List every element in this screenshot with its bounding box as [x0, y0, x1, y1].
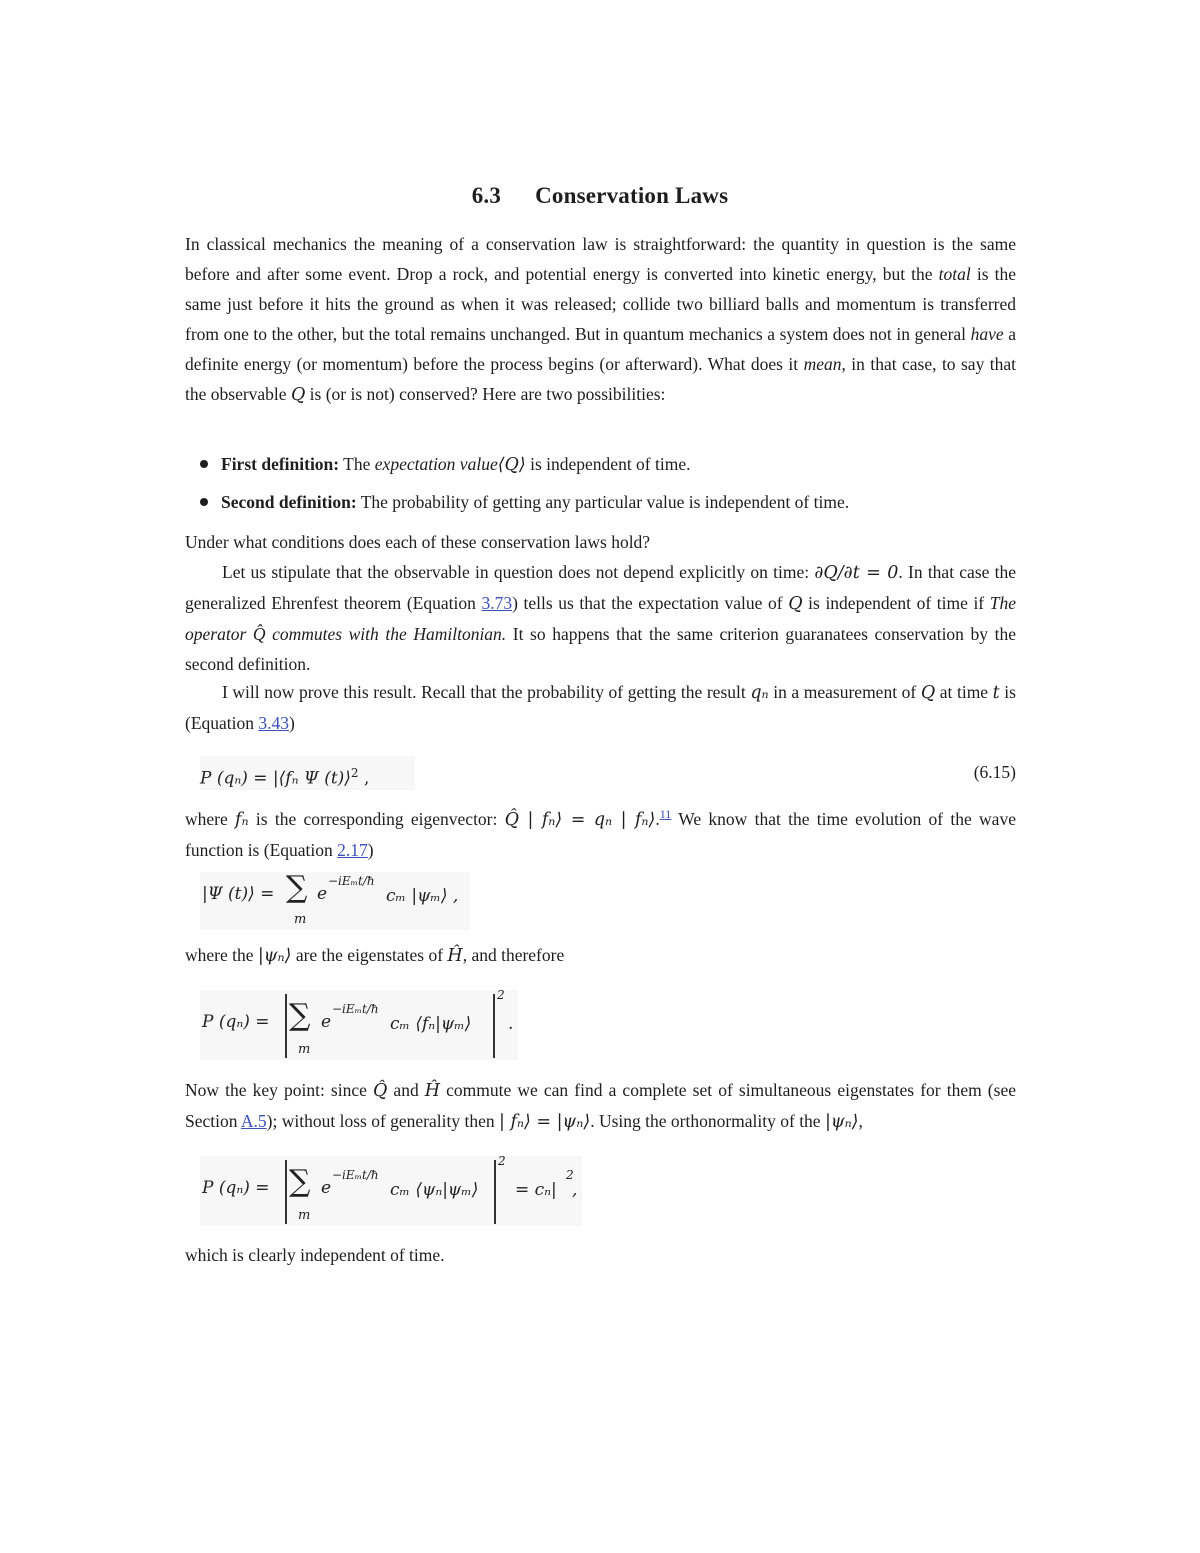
paragraph-question: Under what conditions does each of these conservation laws hold?	[185, 532, 651, 552]
abs-bar-left	[285, 994, 287, 1058]
abs-bar-right	[494, 1160, 496, 1224]
equation-orthonormality: P (qₙ) = ∑ m e −iEₘt/ħ cₘ ⟨ψₙ|ψₘ⟩ 2 = cₙ| 2 ,	[200, 1156, 582, 1226]
paragraph-intro: In classical mechanics the meaning of a conservation law is straightforward: the quantity in question is the same before and after some event. Drop a rock, and potential energy is converted into kinetic energy, but the total is the same just before it hits the ground as when it was released; collide two billiard balls and momentum is transferred from one to the other, but the total remains unchanged. But in quantum mechanics a system does not in general have a definite energy (or momentum) before the process begins (or afterward). What does it mean, in that case, to say that the observable Q is (or is not) conserved? Here are two possibilities:	[185, 234, 1016, 405]
bullet-icon	[200, 460, 208, 468]
summation-symbol: ∑	[286, 870, 308, 905]
definitions-list	[185, 449, 1016, 525]
paragraph-proof-start: I will now prove this result. Recall that the probability of getting the result qₙ in a measurement of Q at time t is (Equation 3.43)	[185, 682, 1016, 733]
paragraph-ehrenfest: Let us stipulate that the observable in question does not depend explicitly on time: ∂Q/∂t = 0. In that case the generalized Ehrenfest theorem (Equation 3.73) tells us that the expectation value of Q is independent of time if The operator Q̂ commutes with the Hamiltonian. It so happens that the same criterion guaranatees conservation by the second definition.	[185, 562, 1017, 674]
equation-link-3-43[interactable]: 3.43	[258, 713, 290, 733]
abs-bar-left	[285, 1160, 287, 1224]
list-item: Second definition: The probability of getting any particular value is independent of time.	[185, 487, 1016, 525]
summation-symbol: ∑	[289, 998, 311, 1033]
section-number: 6.3	[471, 183, 502, 208]
equation-time-evolution: |Ψ (t)⟩ = ∑ m e −iEₘt/ħ cₘ |ψₘ⟩ ,	[200, 872, 470, 930]
paragraph-eigenstates: where the |ψₙ⟩ are the eigenstates of Ĥ, and therefore	[185, 945, 565, 966]
equation-number: (6.15)	[973, 762, 1016, 782]
bullet-icon	[200, 498, 208, 506]
paragraph-conclusion: which is clearly independent of time.	[185, 1245, 445, 1265]
section-title: Conservation Laws	[535, 183, 729, 208]
paragraph-eigenvector: where fₙ is the corresponding eigenvector: Q̂ | fₙ⟩ = qₙ | fₙ⟩.$^{11}$ We know that the time evolution of the wave function is (Equation 2.17)	[185, 807, 1016, 860]
equation-6-15: P (qₙ) = |⟨fₙ Ψ (t)⟩$^2$ ,	[200, 756, 415, 790]
equation-link-2-17[interactable]: 2.17	[337, 839, 368, 860]
section-heading	[0, 183, 1200, 209]
footnote-link[interactable]: 11	[659, 807, 672, 821]
abs-bar-right	[493, 994, 495, 1058]
summation-symbol: ∑	[289, 1164, 311, 1199]
section-link-a-5[interactable]: A.5	[240, 1111, 267, 1131]
equation-probability-sum: P (qₙ) = ∑ m e −iEₘt/ħ cₘ ⟨fₙ|ψₘ⟩ 2 .	[200, 990, 518, 1060]
paragraph-key-point: Now the key point: since Q̂ and Ĥ commute we can find a complete set of simultaneous eigenstates for them (see Section A.5); without loss of generality then | fₙ⟩ = |ψₙ⟩. Using the orthonormality of the |ψₙ⟩,	[185, 1080, 1016, 1132]
equation-link-3-73[interactable]: 3.73	[481, 593, 513, 613]
list-item: First definition: The expectation value⟨Q⟩ is independent of time.	[185, 449, 1016, 487]
